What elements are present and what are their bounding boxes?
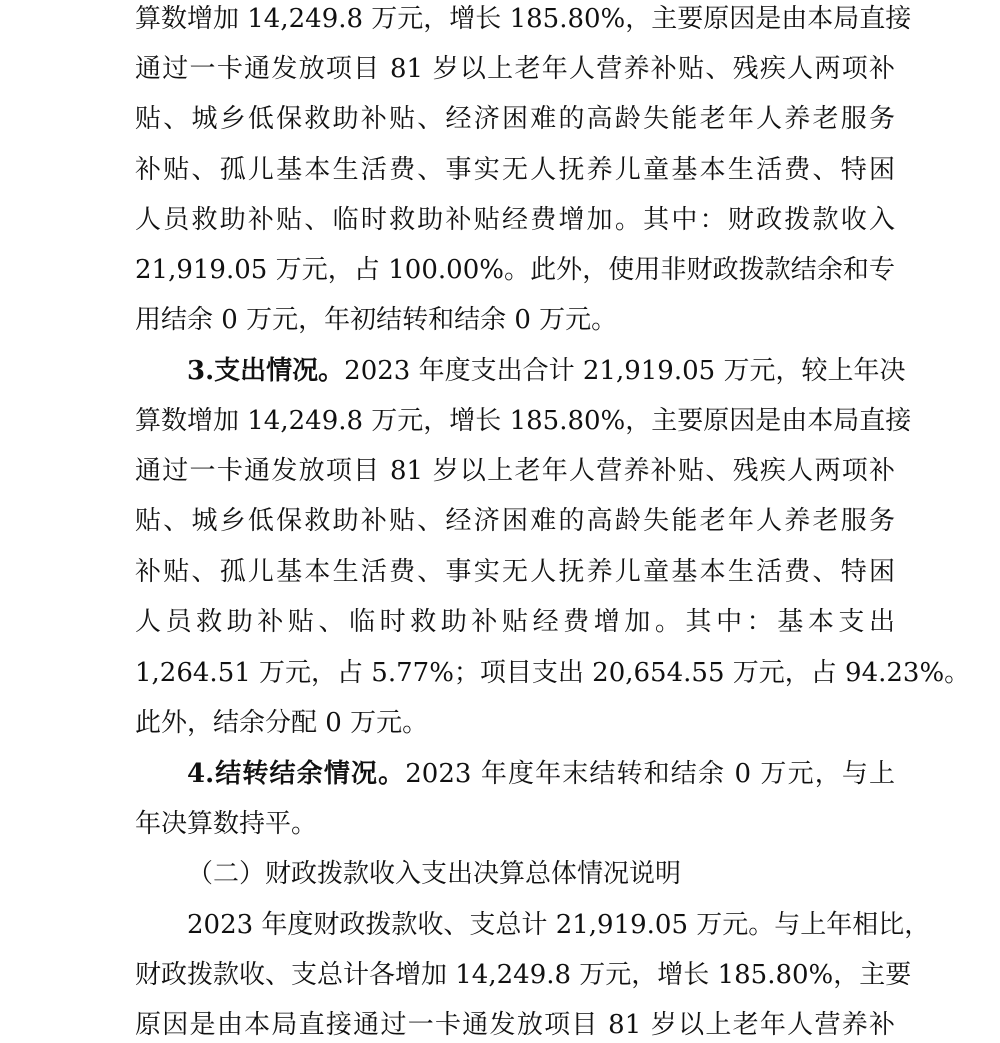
text-line: 算数增加 14,249.8 万元，增长 185.80%，主要原因是由本局直接 xyxy=(135,406,912,436)
text-line: 人员救助补贴、临时救助补贴经费增加。其中：基本支出 xyxy=(135,607,895,637)
text-line: 1,264.51 万元，占 5.77%；项目支出 20,654.55 万元，占 94.23%。 xyxy=(135,658,971,688)
text-line: 贴、城乡低保救助补贴、经济困难的高龄失能老年人养老服务 xyxy=(135,104,895,134)
section-heading-text: 2023 年度年末结转和结余 0 万元，与上 xyxy=(405,759,895,789)
subsection-heading: （二）财政拨款收入支出决算总体情况说明 xyxy=(187,859,682,889)
text-line: 通过一卡通发放项目 81 岁以上老年人营养补贴、残疾人两项补 xyxy=(135,456,895,486)
text-line: 算数增加 14,249.8 万元，增长 185.80%，主要原因是由本局直接 xyxy=(135,4,912,34)
section-heading-label: 4.结转结余情况。 xyxy=(187,759,406,789)
text-line: 2023 年度财政拨款收、支总计 21,919.05 万元。与上年相比， xyxy=(187,910,931,940)
text-line: 财政拨款收、支总计各增加 14,249.8 万元，增长 185.80%，主要 xyxy=(135,960,912,990)
text-line: 用结余 0 万元，年初结转和结余 0 万元。 xyxy=(135,305,618,335)
text-line: 此外，结余分配 0 万元。 xyxy=(135,708,429,738)
section-heading-text: 2023 年度支出合计 21,919.05 万元，较上年决 xyxy=(344,356,906,386)
section-heading-label: 3.支出情况。 xyxy=(187,356,345,386)
text-line: 21,919.05 万元，占 100.00%。此外，使用非财政拨款结余和专 xyxy=(135,255,895,285)
text-line: 人员救助补贴、临时救助补贴经费增加。其中：财政拨款收入 xyxy=(135,205,895,235)
text-line: 贴、城乡低保救助补贴、经济困难的高龄失能老年人养老服务 xyxy=(135,506,895,536)
text-line: 补贴、孤儿基本生活费、事实无人抚养儿童基本生活费、特困 xyxy=(135,155,895,185)
text-line: 原因是由本局直接通过一卡通发放项目 81 岁以上老年人营养补 xyxy=(135,1010,895,1040)
section-heading-expenditure xyxy=(187,346,906,396)
text-line: 补贴、孤儿基本生活费、事实无人抚养儿童基本生活费、特困 xyxy=(135,557,895,587)
text-line: 通过一卡通发放项目 81 岁以上老年人营养补贴、残疾人两项补 xyxy=(135,54,895,84)
text-line: 年决算数持平。 xyxy=(135,809,318,839)
section-heading-balance xyxy=(187,749,895,799)
